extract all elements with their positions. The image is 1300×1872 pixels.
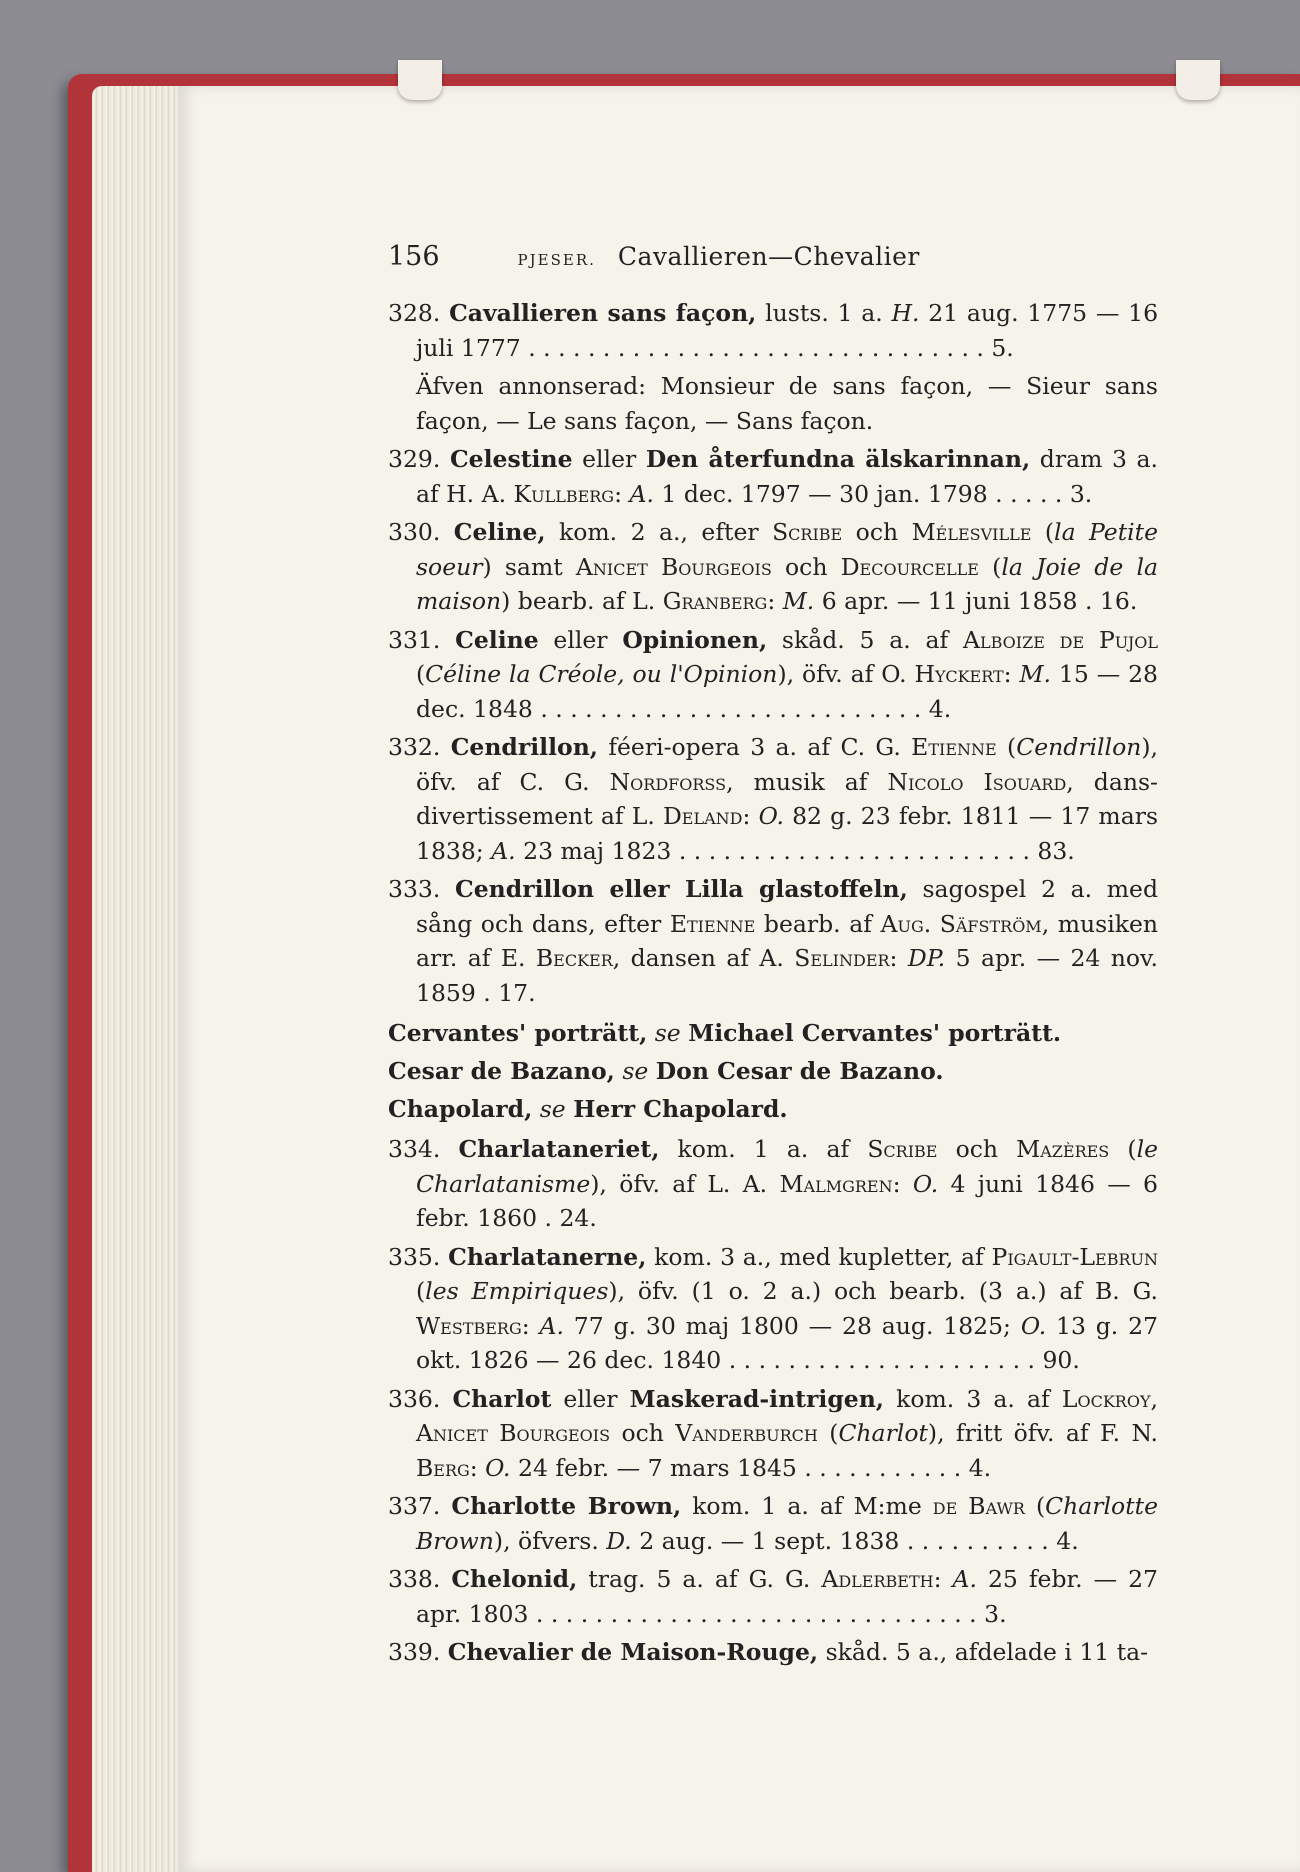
entry-339: 339. Chevalier de Maison-Rouge, skåd. 5 a., afdelade i 11 ta- <box>388 1638 1149 1666</box>
page-text <box>388 240 1158 1674</box>
cross-reference: Cesar de Bazano, se Don Cesar de Bazano. <box>388 1057 944 1085</box>
bookmark-tab <box>398 60 442 100</box>
entry-334: 334. Charlataneriet, kom. 1 a. af Scribe och Mazères (le Charlatanisme), öfv. af L. A. Malmgren: O. 4 juni 1846 — 6 febr. 1860 . 24. <box>388 1135 1158 1232</box>
page-number: 156 <box>388 241 440 272</box>
entry-331: 331. Celine eller Opinionen, skåd. 5 a. af Alboize de Pujol (Céline la Créole, ou l'Opinion), öfv. af O. Hyckert: M. 15 — 28 dec. 1848 . . . . . . . . . . . . . . . . . . . . . . . . . . 4. <box>388 625 1159 723</box>
entry-335: 335. Charlatanerne, kom. 3 a., med kupletter, af Pigault-Lebrun (les Empiriques), öfv. (1 o. 2 a.) och bearb. (3 a.) af B. G. Westberg: A. 77 g. 30 maj 1800 — 28 aug. 1825; O. 13 g. 27 okt. 1826 — 26 dec. 1840 . . . . . . . . . . . . . . . . . . . . . 90. <box>388 1242 1158 1374</box>
section-label: PJESER. <box>517 251 596 269</box>
entry-338: 338. Chelonid, trag. 5 a. af G. G. Adlerbeth: A. 25 febr. — 27 apr. 1803 . . . . . . . . . . . . . . . . . . . . . . . . . . . . . . 3. <box>388 1565 1159 1628</box>
cross-reference: Cervantes' porträtt, se Michael Cervantes' porträtt. <box>388 1019 1062 1047</box>
cross-reference: Chapolard, se Herr Chapolard. <box>388 1095 788 1123</box>
running-title: Cavallieren—Chevalier <box>617 242 920 271</box>
entry-329: 329. Celestine eller Den återfundna älskarinnan, dram 3 a. af H. A. Kullberg: A. 1 dec. 1797 — 30 jan. 1798 . . . . . 3. <box>388 445 1158 508</box>
entry-332: 332. Cendrillon, féeri-opera 3 a. af C. G. Etienne (Cendrillon), öfv. af C. G. Nordforss, musik af Nicolo Isouard, dans-divertissement af L. Deland: O. 82 g. 23 febr. 1811 — 17 mars 1838; A. 23 maj 1823 . . . . . . . . . . . . . . . . . . . . . . . . 83. <box>388 733 1158 865</box>
bookmark-tab <box>1176 60 1220 100</box>
page-edges <box>92 86 182 1872</box>
entry-333: 333. Cendrillon eller Lilla glastoffeln, sagospel 2 a. med sång och dans, efter Etienne bearb. af Aug. Säfström, musiken arr. af E. Becker, dansen af A. Selinder: DP. 5 apr. — 24 nov. 1859 . 17. <box>388 875 1159 1007</box>
entry-328: 328. Cavallieren sans façon, lusts. 1 a. H. 21 aug. 1775 — 16 juli 1777 . . . . . . . . . . . . . . . . . . . . . . . . . . . . . . . 5. <box>388 299 1159 362</box>
entry-330: 330. Celine, kom. 2 a., efter Scribe och Mélesville (la Petite soeur) samt Anicet Bourgeois och Decourcelle (la Joie de la maison) bearb. af L. Granberg: M. 6 apr. — 11 juni 1858 . 16. <box>388 518 1159 615</box>
entry-337: 337. Charlotte Brown, kom. 1 a. af M:me de Bawr (Charlotte Brown), öfvers. D. 2 aug. — 1 sept. 1838 . . . . . . . . . . 4. <box>388 1492 1158 1555</box>
entry-328-note: Äfven annonserad: Monsieur de sans façon, — Sieur sans façon, — Le sans façon, — Sans façon. <box>416 372 1158 435</box>
entry-336: 336. Charlot eller Maskerad-intrigen, kom. 3 a. af Lockroy, Anicet Bourgeois och Vanderburch (Charlot), fritt öfv. af F. N. Berg: O. 24 febr. — 7 mars 1845 . . . . . . . . . . . 4. <box>388 1384 1158 1482</box>
running-header <box>388 240 1158 276</box>
